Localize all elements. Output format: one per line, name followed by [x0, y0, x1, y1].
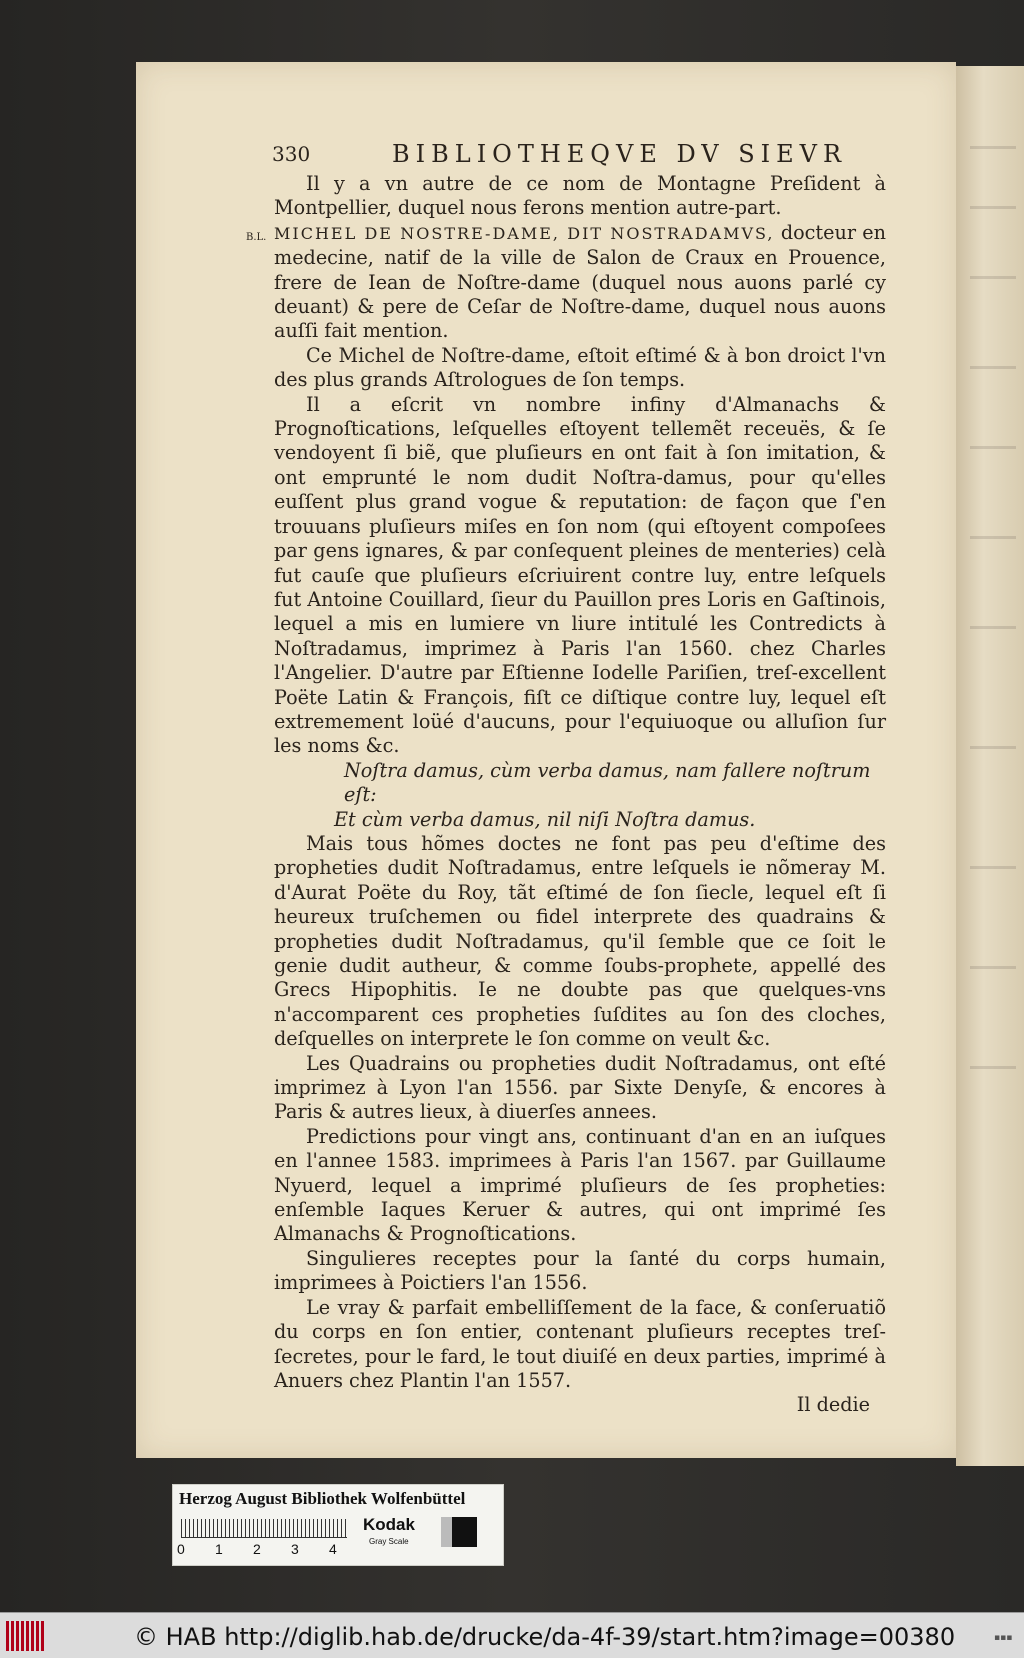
paragraph: Les Quadrains ou propheties dudit Noſtradamus, ont eſté imprimez à Lyon l'an 1556. par Sixte Denyſe, & encores à Paris & autres lieux, à diuerſes annees. — [274, 1051, 886, 1124]
paragraph: Singulieres receptes pour la ſanté du corps humain, imprimees à Poictiers l'an 1556. — [274, 1246, 886, 1295]
scale-number: 2 — [253, 1541, 261, 1557]
verse-line: Noſtra damus, cùm verba damus, nam fallere noſtrum eſt: — [344, 758, 871, 807]
copyright-url[interactable]: © HAB http://diglib.hab.de/drucke/da-4f-39/start.htm?image=00380 — [134, 1623, 956, 1651]
scale-number: 3 — [291, 1541, 299, 1557]
facing-page-edge — [956, 66, 1024, 1466]
scale-number: 0 — [177, 1541, 185, 1557]
scale-number: 1 — [215, 1541, 223, 1557]
verse-line: Et cùm verba damus, nil niſi Noſtra damus. — [334, 807, 756, 831]
institution-label: Herzog August Bibliothek Wolfenbüttel — [179, 1489, 466, 1508]
paragraph: Ce Michel de Noſtre-dame, eſtoit eſtimé & à bon droict l'vn des plus grands Aſtrologues de ſon temps. — [274, 343, 886, 392]
catchword: Il dedie — [796, 1393, 870, 1417]
kodak-logo: Kodak — [363, 1515, 415, 1534]
gray-scale-patches — [441, 1517, 477, 1547]
scale-number: 4 — [329, 1541, 337, 1557]
paragraph: Il y a vn autre de ce nom de Montagne Preſident à Montpellier, duquel nous ferons mention autre-part. — [274, 172, 886, 220]
scale-numbers — [177, 1541, 357, 1559]
paragraph: Il a eſcrit vn nombre infiny d'Almanachs & Prognoſtications, leſquelles eſtoyent tellemẽt receuës, & ſe vendoyent ſi biẽ, que pluſieurs en ont fait à ſon imitation, & ont emprunté le nom dudit Noſtra-damus, pour qu'elles euſſent plus grand vogue & reputation: de façon que ſ'en trouuans pluſieurs miſes en ſon nom (qui eſtoyent compoſees par gens ignares, & par conſequent pleines de menteries) celà fut cauſe que pluſieurs eſcriuirent contre luy, entre leſquels fut Antoine Couillard, ſieur du Pauillon pres Loris en Gaſtinois, lequel a mis en lumiere vn liure intitulé les Contredicts à Noſtradamus, imprimez à Paris l'an 1560. chez Charles l'Angelier. D'autre par Eſtienne Iodelle Pariſien, treſ-excellent Poëte Latin & François, fiſt ce diſtique contre luy, lequel eſt extremement loüé d'aucuns, pour l'equiuoque ou alluſion ſur les noms &c. — [274, 392, 886, 758]
kodak-sub-label: Gray Scale — [369, 1537, 409, 1546]
entry-text: docteur en medecine, natif de la ville de Salon de Craux en Prouence, frere de Iean de Noſtre-dame (duquel nous auons parlé cy deuant) & pere de Ceſar de Noſtre-dame, duquel nous auons auſſi fait mention. — [274, 220, 886, 343]
entry-heading: MICHEL DE NOSTRE-DAME, DIT NOSTRADAMVS, — [274, 223, 775, 243]
footer-mark: ▪▪▪ — [994, 1633, 1013, 1643]
color-target-card — [172, 1484, 504, 1566]
paragraph: Predictions pour vingt ans, continuant d'an en an iuſques en l'annee 1583. imprimees à Paris l'an 1567. par Guillaume Nyuerd, lequel a imprimé pluſieurs de ſes propheties: enſemble Iaques Keruer & autres, qui ont imprimé ſes Almanachs & Prognoſtications. — [274, 1124, 886, 1246]
paragraph: Mais tous hõmes doctes ne font pas peu d'eſtime des propheties dudit Noſtradamus, entre leſquels ie nõmeray M. d'Aurat Poëte du Roy, tãt eſtimé de ſon ſiecle, lequel eſt ſi heureux truſchemen ou fidel interprete des quadrains & propheties dudit Noſtradamus, qu'il ſemble que ce ſoit le genie dudit autheur, & comme ſoubs-prophete, appellé des Grecs Hipophitis. Ie ne doubte pas que quelques-vns n'accomparent ces propheties ſuſdites au ſon des cloches, deſquelles on interprete le ſon comme on veult &c. — [274, 831, 886, 1051]
entry-paragraph — [274, 221, 886, 344]
page-header — [272, 140, 892, 172]
page-number: 330 — [272, 142, 311, 166]
margin-note: B.L. — [246, 232, 267, 243]
scale-ruler — [181, 1519, 347, 1538]
footer-bar — [0, 1612, 1024, 1658]
paragraph: Le vray & parfait embelliſſement de la face, & conſeruatiõ du corps en ſon entier, contenant pluſieurs receptes treſ-ſecretes, pour le fard, le tout diuiſé en deux parties, imprimé à Anuers chez Plantin l'an 1557. — [274, 1295, 886, 1392]
running-head: BIBLIOTHEQVE DV SIEVR — [392, 140, 848, 168]
barcode-icon — [6, 1621, 46, 1651]
page-body — [274, 172, 886, 1418]
